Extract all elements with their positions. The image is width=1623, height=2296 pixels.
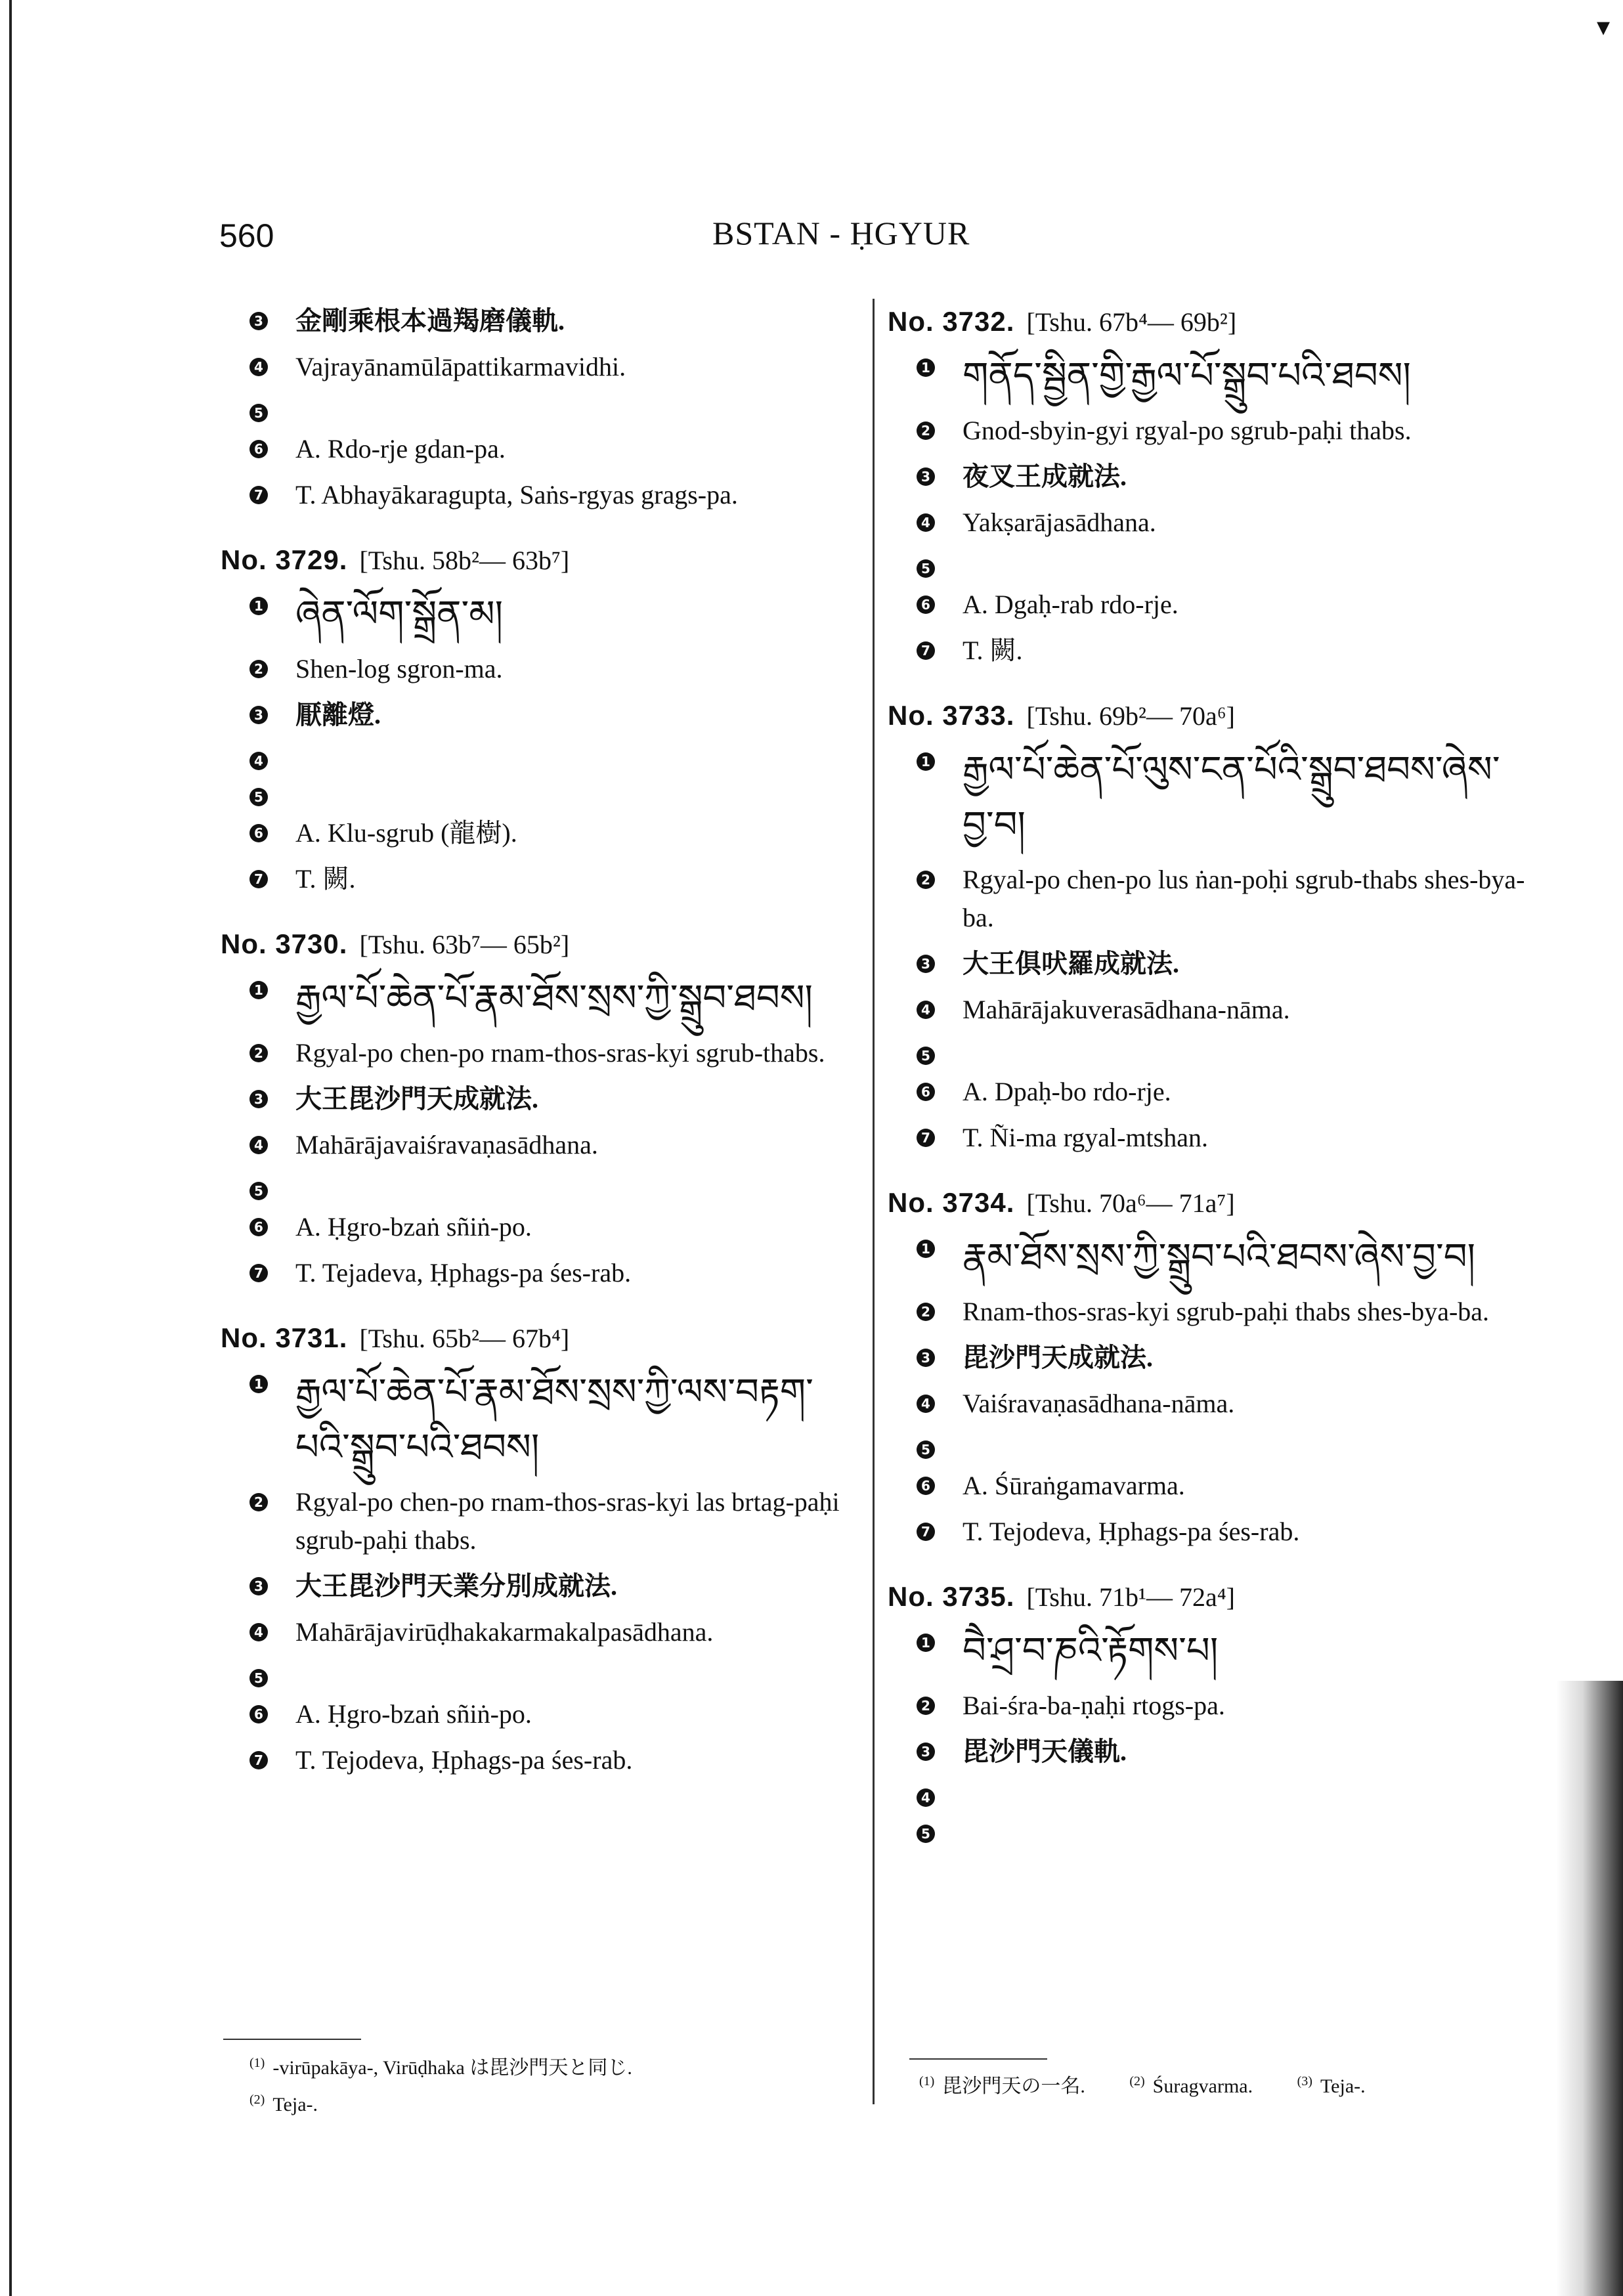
- field-value-roman: A. Dgaḥ-rab rdo-rje.: [963, 590, 1179, 619]
- entry-field: [888, 1467, 1531, 1505]
- footnote: $^{(2)}$ Teja-.: [249, 2092, 318, 2115]
- entry-heading: [888, 696, 1531, 736]
- entry-field: [888, 945, 1531, 983]
- entry-field: [888, 991, 1531, 1029]
- entry-field: [888, 632, 1531, 670]
- field-value-roman: T. 闕.: [295, 864, 356, 894]
- field-value-roman: T. Ñi-ma rgyal-mtshan.: [963, 1123, 1208, 1152]
- catalogue-entry: [221, 302, 857, 514]
- entry-field: [888, 1815, 1531, 1843]
- field-number-marker: 7: [249, 486, 268, 504]
- scan-edge-shadow: [1556, 1681, 1623, 2296]
- field-value-tibetan: རྒྱལ་པོ་ཆེན་པོ་རྣམ་ཐོས་སྲས་ཀྱི་སྒྲུབ་ཐབས།: [295, 977, 813, 1020]
- footnote: $^{(1)}$ 毘沙門天の一名.: [919, 2074, 1085, 2097]
- entry-field: [221, 860, 857, 898]
- field-number-marker: 6: [249, 1705, 268, 1723]
- entry-field: [221, 696, 857, 734]
- field-value-roman: A. Dpaḥ-bo rdo-rje.: [963, 1077, 1171, 1106]
- entry-field: [221, 1483, 857, 1559]
- field-number-marker: 6: [249, 824, 268, 842]
- field-number-marker: 1: [917, 1240, 935, 1258]
- field-number-marker: 3: [249, 1090, 268, 1108]
- field-value-tibetan: གནོད་སྦྱིན་གྱི་རྒྱལ་པོ་སྒྲུབ་པའི་ཐབས།: [963, 355, 1411, 397]
- page-number: 560: [219, 217, 274, 254]
- field-value-roman: Vaiśravaṇasādhana-nāma.: [963, 1389, 1235, 1418]
- field-value-cjk: 厭離燈.: [295, 700, 381, 729]
- field-value-roman: A. Klu-sgrub (龍樹).: [295, 818, 517, 848]
- field-number-marker: 4: [917, 1001, 935, 1019]
- footnote-rule-right: [909, 2058, 1047, 2060]
- field-value-roman: Mahārājavirūḍhakakarmakalpasādhana.: [295, 1617, 714, 1647]
- entry-field: [221, 476, 857, 514]
- entry-field: [221, 1080, 857, 1118]
- entry-field: [888, 1293, 1531, 1331]
- entry-field: [888, 1733, 1531, 1771]
- entry-field: [221, 1613, 857, 1651]
- catalogue-entry: [888, 1577, 1531, 1843]
- entry-heading: [221, 1318, 857, 1358]
- entry-field: [888, 412, 1531, 450]
- field-number-marker: 5: [249, 404, 268, 422]
- field-number-marker: 1: [917, 1634, 935, 1652]
- entry-field: [221, 1126, 857, 1164]
- field-number-marker: 3: [917, 1349, 935, 1367]
- footnote: $^{(2)}$ Śuragvarma.: [1129, 2074, 1253, 2097]
- field-number-marker: 3: [917, 467, 935, 486]
- entry-number: No. 3731.: [221, 1322, 348, 1353]
- entry-number: No. 3732.: [888, 306, 1015, 337]
- field-number-marker: 1: [249, 597, 268, 615]
- field-value-roman: T. Tejodeva, Ḥphags-pa śes-rab.: [963, 1517, 1300, 1546]
- field-number-marker: 3: [917, 1743, 935, 1761]
- entry-folio-reference: [Tshu. 58b²— 63b⁷]: [359, 546, 570, 575]
- field-number-marker: 6: [249, 440, 268, 458]
- entry-folio-reference: [Tshu. 69b²— 70a⁶]: [1026, 701, 1235, 731]
- entry-field: [221, 650, 857, 688]
- field-number-marker: 1: [917, 358, 935, 377]
- entry-field: [888, 1073, 1531, 1111]
- entry-folio-reference: [Tshu. 67b⁴— 69b²]: [1026, 307, 1237, 337]
- entry-number: No. 3733.: [888, 700, 1015, 731]
- entry-field: [221, 742, 857, 770]
- field-number-marker: 7: [917, 641, 935, 660]
- entry-field: [221, 302, 857, 340]
- field-number-marker: 4: [249, 1136, 268, 1154]
- field-value-roman: A. Ḥgro-bzaṅ sñiṅ-po.: [295, 1699, 532, 1729]
- catalogue-entry: [221, 540, 857, 898]
- entry-field: [888, 458, 1531, 496]
- footnote: $^{(1)}$ -virūpakāya-, Virūḍhaka は毘沙門天と同じ.: [249, 2056, 632, 2079]
- field-value-tibetan: རྒྱལ་པོ་ཆེན་པོ་ལུས་ངན་པོའི་སྒྲུབ་ཐབས་ཞེས་བྱ་བ།: [963, 748, 1500, 846]
- entry-field: [888, 1119, 1531, 1157]
- running-head: BSTAN - ḤGYUR: [712, 215, 970, 251]
- entry-field: [888, 1624, 1531, 1679]
- entry-field: [888, 349, 1531, 404]
- entry-heading: [888, 302, 1531, 342]
- field-number-marker: 4: [249, 752, 268, 770]
- field-number-marker: 5: [249, 1669, 268, 1687]
- field-number-marker: 2: [917, 1303, 935, 1321]
- entry-field: [888, 861, 1531, 937]
- corner-mark: ▾: [1597, 12, 1611, 42]
- field-value-tibetan: བཻ་ཤྲ་བ་ཎའི་རྟོགས་པ།: [963, 1630, 1219, 1672]
- field-value-roman: A. Ḥgro-bzaṅ sñiṅ-po.: [295, 1212, 532, 1242]
- field-number-marker: 7: [917, 1129, 935, 1147]
- right-column: [888, 302, 1531, 1869]
- field-number-marker: 5: [917, 559, 935, 578]
- entry-number: No. 3730.: [221, 928, 348, 959]
- footnotes-right: [919, 2069, 1405, 2098]
- field-value-roman: Gnod-sbyin-gyi rgyal-po sgrub-paḥi thabs.: [963, 416, 1412, 445]
- entry-number: No. 3729.: [221, 544, 348, 575]
- entry-heading: [221, 540, 857, 580]
- column-divider: [873, 299, 875, 2104]
- field-value-cjk: 毘沙門天成就法.: [963, 1343, 1153, 1372]
- field-number-marker: 5: [917, 1825, 935, 1843]
- field-value-roman: Shen-log sgron-ma.: [295, 654, 503, 683]
- entry-field: [888, 1431, 1531, 1459]
- entry-field: [221, 1659, 857, 1687]
- entry-field: [221, 1208, 857, 1246]
- field-number-marker: 3: [917, 955, 935, 973]
- field-value-cjk: 金剛乘根本過羯磨儀軌.: [295, 306, 565, 336]
- entry-heading: [888, 1577, 1531, 1617]
- entry-field: [221, 1365, 857, 1475]
- field-number-marker: 2: [249, 1044, 268, 1062]
- entry-number: No. 3734.: [888, 1187, 1015, 1218]
- field-number-marker: 2: [249, 1493, 268, 1511]
- entry-field: [221, 1741, 857, 1779]
- entry-field: [888, 586, 1531, 624]
- field-value-roman: Rnam-thos-sras-kyi sgrub-paḥi thabs shes-bya-ba.: [963, 1297, 1490, 1326]
- footnote: $^{(3)}$ Teja-.: [1297, 2074, 1366, 2097]
- field-number-marker: 6: [249, 1218, 268, 1236]
- entry-field: [221, 1254, 857, 1292]
- entry-field: [888, 504, 1531, 542]
- catalogue-entry: [221, 1318, 857, 1779]
- entry-field: [221, 430, 857, 468]
- entry-heading: [888, 1183, 1531, 1223]
- footnote-rule-left: [223, 2039, 361, 2040]
- entry-field: [221, 394, 857, 422]
- field-number-marker: 5: [917, 1047, 935, 1065]
- field-number-marker: 5: [249, 788, 268, 806]
- field-value-roman: T. Tejadeva, Ḥphags-pa śes-rab.: [295, 1258, 632, 1288]
- field-value-cjk: 大王俱吠羅成就法.: [963, 949, 1179, 978]
- field-number-marker: 2: [917, 1697, 935, 1715]
- field-value-roman: A. Rdo-rje gdan-pa.: [295, 434, 506, 464]
- entry-field: [888, 1779, 1531, 1807]
- field-number-marker: 7: [249, 870, 268, 888]
- footnotes-left: [249, 2047, 632, 2121]
- field-value-tibetan: རྣམ་ཐོས་སྲས་ཀྱི་སྒྲུབ་པའི་ཐབས་ཞེས་བྱ་བ།: [963, 1236, 1476, 1278]
- entry-field: [221, 1172, 857, 1200]
- entry-field: [221, 814, 857, 852]
- field-number-marker: 6: [917, 1477, 935, 1495]
- field-number-marker: 2: [917, 422, 935, 440]
- field-number-marker: 3: [249, 706, 268, 724]
- field-value-roman: Rgyal-po chen-po rnam-thos-sras-kyi las brtag-paḥi sgrub-paḥi thabs.: [295, 1487, 840, 1555]
- field-number-marker: 3: [249, 312, 268, 330]
- entry-folio-reference: [Tshu. 65b²— 67b⁴]: [359, 1324, 570, 1353]
- field-value-cjk: 夜叉王成就法.: [963, 462, 1127, 491]
- field-number-marker: 7: [249, 1751, 268, 1769]
- field-value-cjk: 大王毘沙門天業分別成就法.: [295, 1571, 617, 1601]
- entry-number: No. 3735.: [888, 1581, 1015, 1612]
- field-number-marker: 6: [917, 1083, 935, 1101]
- field-number-marker: 2: [249, 660, 268, 678]
- field-value-cjk: 毘沙門天儀軌.: [963, 1737, 1127, 1766]
- left-column: [221, 302, 857, 1806]
- field-number-marker: 1: [249, 981, 268, 999]
- field-number-marker: 5: [917, 1440, 935, 1459]
- field-value-roman: Bai-śra-ba-ṇaḥi rtogs-pa.: [963, 1691, 1225, 1720]
- field-number-marker: 4: [917, 1788, 935, 1807]
- field-number-marker: 1: [249, 1375, 268, 1393]
- entry-field: [888, 743, 1531, 853]
- field-number-marker: 5: [249, 1182, 268, 1200]
- field-value-cjk: 大王毘沙門天成就法.: [295, 1084, 538, 1114]
- entry-field: [888, 1513, 1531, 1551]
- field-value-roman: Rgyal-po chen-po lus ṅan-poḥi sgrub-thabs shes-bya-ba.: [963, 865, 1525, 932]
- field-value-roman: Rgyal-po chen-po rnam-thos-sras-kyi sgrub-thabs.: [295, 1038, 825, 1068]
- field-value-roman: Vajrayānamūlāpattikarmavidhi.: [295, 352, 626, 381]
- field-number-marker: 7: [249, 1264, 268, 1282]
- entry-field: [221, 1695, 857, 1733]
- field-value-roman: Mahārājavaiśravaṇasādhana.: [295, 1130, 598, 1159]
- field-number-marker: 4: [917, 513, 935, 532]
- entry-field: [221, 1567, 857, 1605]
- field-value-roman: T. Tejodeva, Ḥphags-pa śes-rab.: [295, 1745, 633, 1775]
- field-number-marker: 7: [917, 1523, 935, 1541]
- entry-field: [888, 1339, 1531, 1377]
- entry-heading: [221, 924, 857, 964]
- entry-field: [888, 1230, 1531, 1285]
- entry-field: [888, 1687, 1531, 1725]
- entry-field: [888, 1037, 1531, 1065]
- entry-field: [221, 971, 857, 1026]
- entry-folio-reference: [Tshu. 63b⁷— 65b²]: [359, 930, 570, 959]
- field-number-marker: 2: [917, 871, 935, 889]
- binding-edge-line: [9, 0, 12, 2296]
- field-value-roman: T. Abhayākaragupta, Saṅs-rgyas grags-pa.: [295, 480, 738, 509]
- entry-field: [221, 348, 857, 386]
- entry-field: [221, 1034, 857, 1072]
- entry-field: [221, 587, 857, 642]
- field-value-roman: Yakṣarājasādhana.: [963, 508, 1156, 537]
- entry-folio-reference: [Tshu. 70a⁶— 71a⁷]: [1026, 1188, 1235, 1218]
- field-number-marker: 1: [917, 752, 935, 771]
- field-value-roman: Mahārājakuverasādhana-nāma.: [963, 995, 1290, 1024]
- catalogue-entry: [888, 1183, 1531, 1551]
- field-number-marker: 4: [249, 358, 268, 376]
- field-value-roman: T. 闕.: [963, 636, 1023, 665]
- field-value-tibetan: ཞེན་ལོག་སྒྲོན་མ།: [295, 593, 504, 636]
- catalogue-entry: [221, 924, 857, 1292]
- field-value-tibetan: རྒྱལ་པོ་ཆེན་པོ་རྣམ་ཐོས་སྲས་ཀྱི་ལས་བརྟག་པའི་སྒྲུབ་པའི་ཐབས།: [295, 1371, 813, 1469]
- catalogue-entry: [888, 696, 1531, 1157]
- field-value-roman: A. Śūraṅgamavarma.: [963, 1471, 1185, 1500]
- field-number-marker: 3: [249, 1577, 268, 1595]
- field-number-marker: 4: [917, 1395, 935, 1413]
- entry-folio-reference: [Tshu. 71b¹— 72a⁴]: [1026, 1582, 1235, 1612]
- entry-field: [888, 1385, 1531, 1423]
- field-number-marker: 6: [917, 596, 935, 614]
- catalogue-entry: [888, 302, 1531, 670]
- field-number-marker: 4: [249, 1623, 268, 1641]
- entry-field: [221, 778, 857, 806]
- entry-field: [888, 550, 1531, 578]
